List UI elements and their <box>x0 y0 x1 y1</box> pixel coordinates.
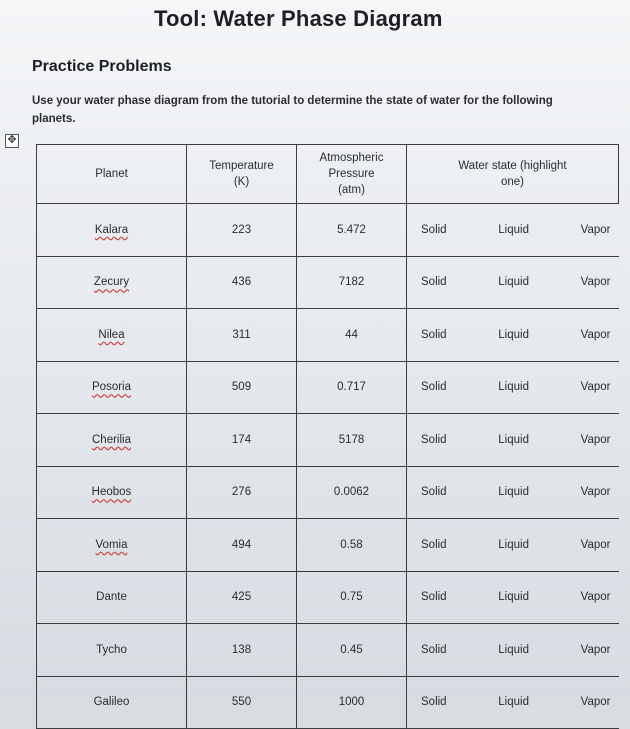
state-options <box>407 329 619 341</box>
pressure-cell: 0.75 <box>297 571 407 624</box>
state-options <box>407 696 619 708</box>
temperature-cell: 311 <box>187 309 297 362</box>
temperature-cell: 550 <box>187 676 297 729</box>
pressure-cell: 7182 <box>297 256 407 309</box>
planet-cell <box>37 309 187 362</box>
state-option-vapor[interactable]: Vapor <box>580 223 611 236</box>
state-option-solid[interactable]: Solid <box>421 381 447 394</box>
table-row <box>37 309 619 362</box>
page-title: Tool: Water Phase Diagram <box>154 6 443 31</box>
water-state-cell <box>407 571 619 624</box>
state-option-solid[interactable]: Solid <box>421 591 447 604</box>
planet-name: Kalara <box>94 223 129 236</box>
state-option-solid[interactable]: Solid <box>421 328 447 341</box>
temperature-cell: 223 <box>187 204 297 257</box>
water-state-cell <box>407 519 619 572</box>
planet-cell <box>37 204 187 257</box>
state-option-liquid[interactable]: Liquid <box>498 381 529 394</box>
col-header-pressure: Atmospheric Pressure (atm) <box>297 145 407 204</box>
planet-name: Nilea <box>98 328 125 341</box>
planet-cell <box>37 256 187 309</box>
planet-cell <box>37 519 187 572</box>
state-option-vapor[interactable]: Vapor <box>580 591 611 604</box>
temperature-cell: 174 <box>187 414 297 467</box>
state-option-vapor[interactable]: Vapor <box>580 643 611 656</box>
section-heading: Practice Problems <box>32 58 172 75</box>
state-option-vapor[interactable]: Vapor <box>580 433 611 446</box>
state-option-liquid[interactable]: Liquid <box>498 223 529 236</box>
planet-cell <box>37 676 187 729</box>
state-option-liquid[interactable]: Liquid <box>498 486 529 499</box>
pressure-cell: 1000 <box>297 676 407 729</box>
pressure-cell: 44 <box>297 309 407 362</box>
planet-name: Cherilia <box>92 433 131 446</box>
planet-name: Galileo <box>93 696 130 709</box>
pressure-cell: 5178 <box>297 414 407 467</box>
state-options <box>407 591 619 603</box>
planet-cell <box>37 361 187 414</box>
state-option-liquid[interactable]: Liquid <box>498 328 529 341</box>
state-options <box>407 434 619 446</box>
table-row <box>37 519 619 572</box>
planet-cell <box>37 414 187 467</box>
table-header-row <box>37 145 619 204</box>
state-options <box>407 224 619 236</box>
pressure-cell: 0.0062 <box>297 466 407 519</box>
state-option-solid[interactable]: Solid <box>421 223 447 236</box>
state-options <box>407 539 619 551</box>
state-option-solid[interactable]: Solid <box>421 538 447 551</box>
planet-name: Zecury <box>93 276 130 289</box>
pressure-cell: 5.472 <box>297 204 407 257</box>
table-row <box>37 204 619 257</box>
state-option-liquid[interactable]: Liquid <box>498 643 529 656</box>
state-option-vapor[interactable]: Vapor <box>580 328 611 341</box>
state-options <box>407 381 619 393</box>
planet-name: Dante <box>96 591 127 604</box>
water-state-cell <box>407 204 619 257</box>
state-option-solid[interactable]: Solid <box>421 643 447 656</box>
table-move-handle-icon[interactable]: ✥ <box>5 134 19 148</box>
temperature-cell: 494 <box>187 519 297 572</box>
planet-cell <box>37 571 187 624</box>
table-row <box>37 571 619 624</box>
state-options <box>407 276 619 288</box>
state-option-vapor[interactable]: Vapor <box>580 486 611 499</box>
water-state-cell <box>407 466 619 519</box>
table-row <box>37 256 619 309</box>
water-state-cell <box>407 414 619 467</box>
planet-cell <box>37 624 187 677</box>
table-row <box>37 466 619 519</box>
state-option-liquid[interactable]: Liquid <box>498 696 529 709</box>
state-option-vapor[interactable]: Vapor <box>580 381 611 394</box>
water-state-cell <box>407 256 619 309</box>
state-option-liquid[interactable]: Liquid <box>498 591 529 604</box>
state-option-solid[interactable]: Solid <box>421 276 447 289</box>
state-option-solid[interactable]: Solid <box>421 696 447 709</box>
planet-name: Tycho <box>96 643 127 656</box>
state-option-solid[interactable]: Solid <box>421 433 447 446</box>
temperature-cell: 425 <box>187 571 297 624</box>
temperature-cell: 138 <box>187 624 297 677</box>
state-option-liquid[interactable]: Liquid <box>498 538 529 551</box>
state-options <box>407 644 619 656</box>
water-state-cell <box>407 361 619 414</box>
planet-name: Vomia <box>95 538 128 551</box>
state-options <box>407 486 619 498</box>
planet-table <box>36 144 619 729</box>
planet-name: Posoria <box>92 381 131 394</box>
state-option-solid[interactable]: Solid <box>421 486 447 499</box>
state-option-vapor[interactable]: Vapor <box>580 276 611 289</box>
table-row <box>37 361 619 414</box>
col-header-state: Water state (highlight one) <box>407 145 619 204</box>
table-row <box>37 624 619 677</box>
water-state-cell <box>407 309 619 362</box>
state-option-vapor[interactable]: Vapor <box>580 538 611 551</box>
temperature-cell: 436 <box>187 256 297 309</box>
instructions-text: Use your water phase diagram from the tutorial to determine the state of water for the following planets. <box>32 95 553 125</box>
temperature-cell: 276 <box>187 466 297 519</box>
state-option-liquid[interactable]: Liquid <box>498 433 529 446</box>
table-row <box>37 676 619 729</box>
col-header-planet: Planet <box>37 145 187 204</box>
table-row <box>37 414 619 467</box>
planet-cell <box>37 466 187 519</box>
state-option-vapor[interactable]: Vapor <box>580 696 611 709</box>
water-state-cell <box>407 624 619 677</box>
planet-name: Heobos <box>91 486 132 499</box>
pressure-cell: 0.58 <box>297 519 407 572</box>
col-header-temperature: Temperature (K) <box>187 145 297 204</box>
water-state-cell <box>407 676 619 729</box>
pressure-cell: 0.45 <box>297 624 407 677</box>
state-option-liquid[interactable]: Liquid <box>498 276 529 289</box>
pressure-cell: 0.717 <box>297 361 407 414</box>
temperature-cell: 509 <box>187 361 297 414</box>
